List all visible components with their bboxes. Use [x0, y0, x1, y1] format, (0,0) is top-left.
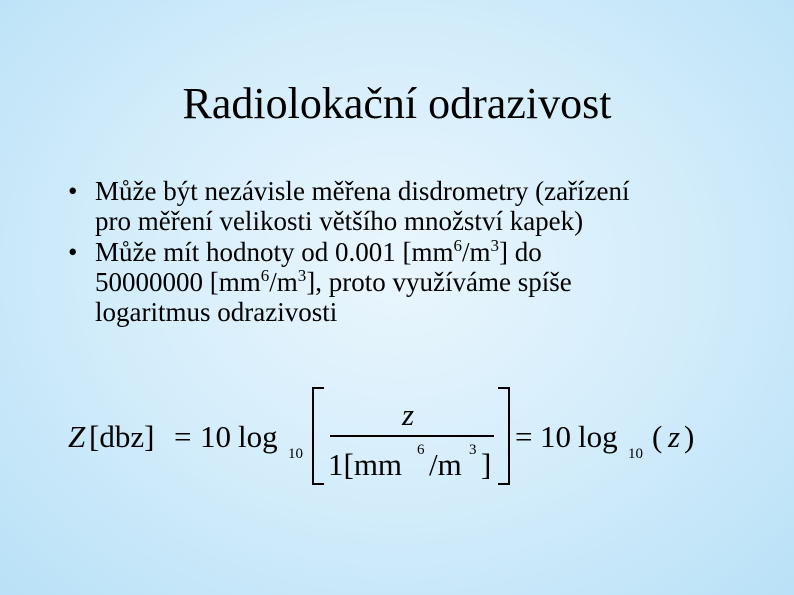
text: /m [269, 267, 298, 297]
superscript: 3 [297, 266, 307, 285]
formula-close-paren: ) [684, 419, 695, 454]
superscript: 6 [453, 236, 462, 255]
formula-lhs-variable: Z [68, 419, 86, 454]
formula-fraction-bar [330, 435, 494, 437]
slide-title: Radiolokační odrazivost [182, 79, 612, 128]
bullet1-line2: pro měření velikosti většího množství kapek) [95, 206, 584, 236]
bullet-marker: • [68, 176, 78, 206]
bullet-list [68, 176, 748, 328]
formula-log-base: 10 [628, 446, 643, 462]
superscript: 6 [260, 266, 270, 285]
text: ] do [499, 237, 542, 267]
bullet-item-range [68, 237, 748, 327]
formula-coefficient: 10 [200, 419, 231, 454]
formula-denominator: ] [481, 447, 492, 482]
bullet2-line2 [95, 267, 748, 297]
formula-equals-sign: = [515, 419, 533, 454]
formula-lhs-unit: [dbz] [89, 419, 155, 454]
formula-log: log [578, 419, 618, 454]
formula-log: log [238, 419, 278, 454]
formula-denominator-superscript: 6 [417, 442, 425, 458]
text: 50000000 [mm [95, 267, 261, 297]
text: /m [461, 237, 491, 267]
reflectivity-formula [62, 383, 722, 495]
formula-numerator: z [402, 397, 415, 432]
formula-argument: z [668, 419, 681, 454]
bullet2-line3: logaritmus odrazivosti [95, 297, 338, 327]
bullet2-line1 [95, 237, 748, 267]
formula-denominator-superscript: 3 [469, 442, 477, 458]
formula-left-bracket [312, 387, 324, 485]
text: Může mít hodnoty od 0.001 [mm [95, 237, 454, 267]
formula-denominator: 1[mm [328, 447, 403, 482]
formula-denominator: /m [429, 447, 462, 482]
formula-equals-sign: = [174, 419, 192, 454]
formula-coefficient: 10 [540, 419, 571, 454]
superscript: 3 [490, 236, 499, 255]
bullet-item-disdrometry [68, 176, 748, 236]
bullet1-line1: Může být nezávisle měřena disdrometry (zařízení [95, 176, 630, 206]
text: ], proto využíváme spíše [306, 267, 572, 297]
formula-log-base: 10 [288, 446, 303, 462]
bullet-marker: • [68, 237, 78, 267]
formula-open-paren: ( [652, 419, 663, 454]
formula-right-bracket [498, 387, 510, 485]
